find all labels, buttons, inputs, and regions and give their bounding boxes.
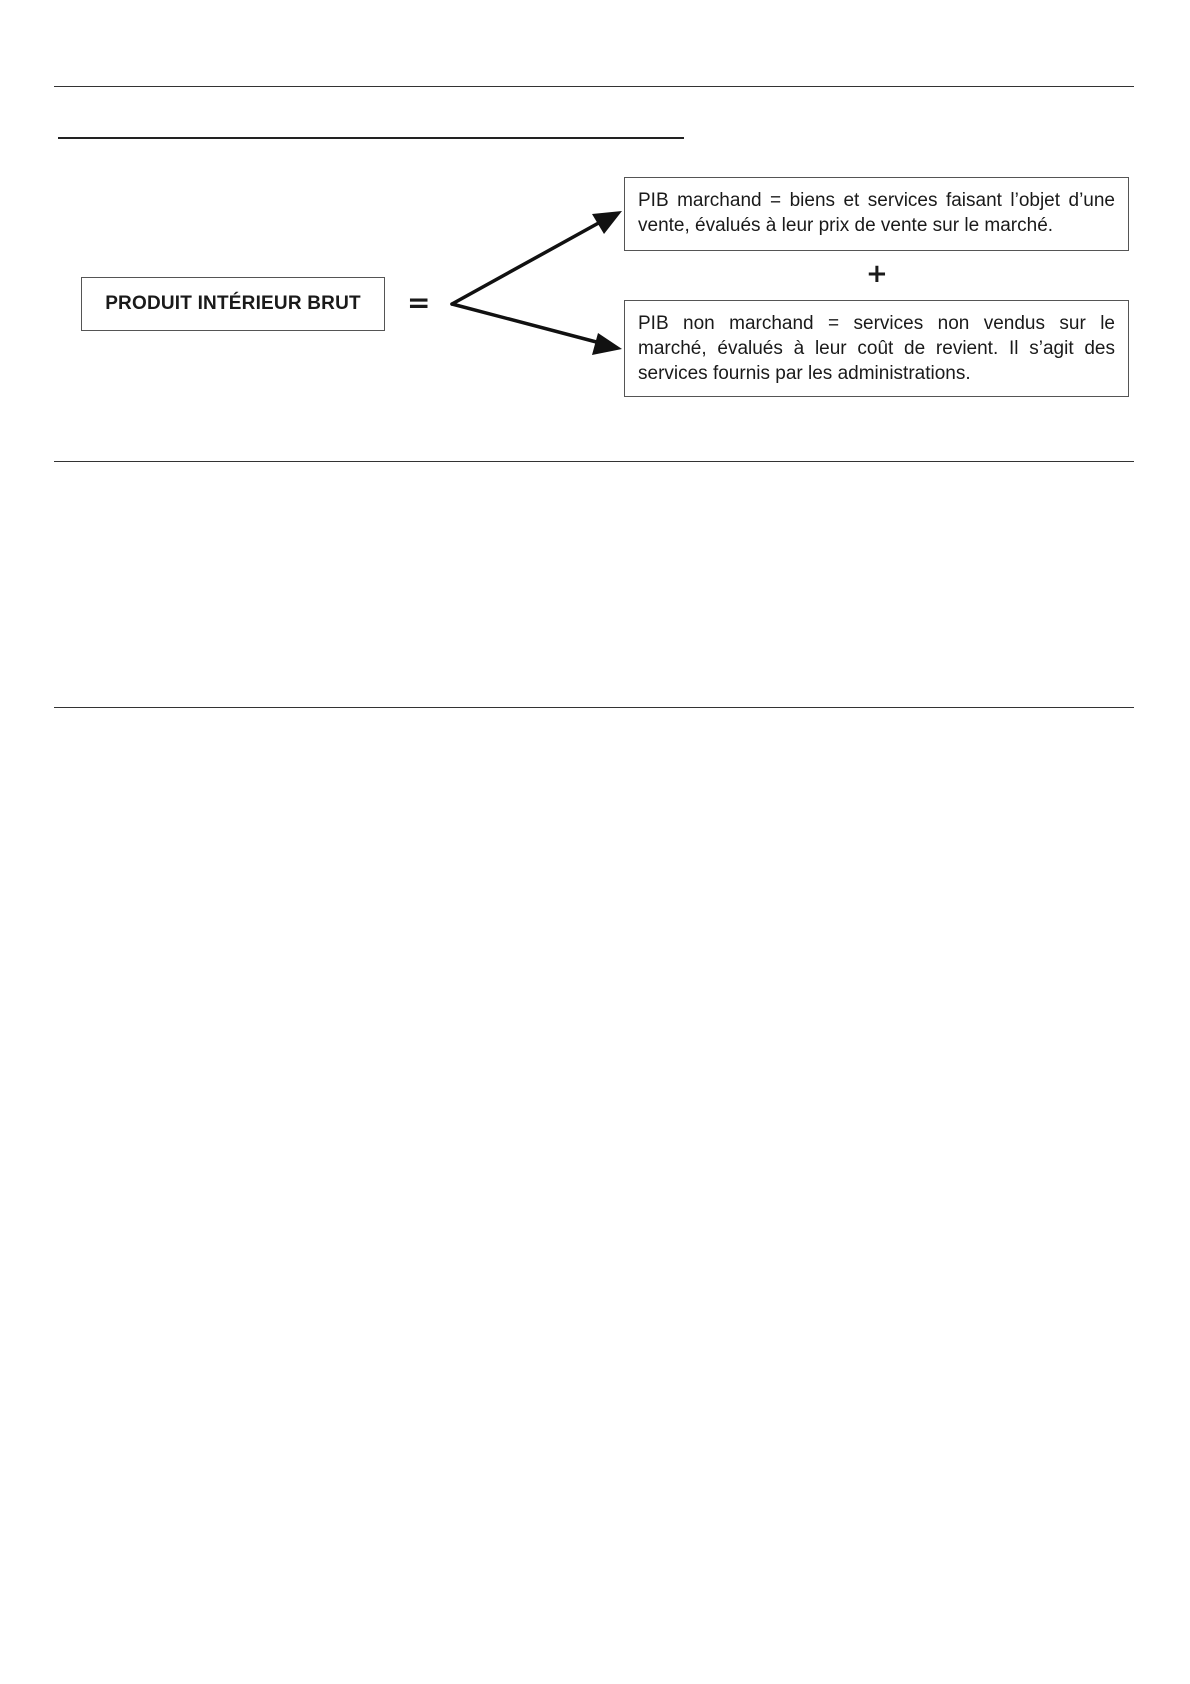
equals-symbol: = [407, 286, 431, 319]
market-gdp-box [624, 177, 1129, 251]
gdp-label: PRODUIT INTÉRIEUR BRUT [105, 293, 361, 314]
nonmarket-gdp-box [624, 300, 1129, 397]
market-gdp-text: PIB marchand = biens et services faisant l’objet d’une vente, évalués à leur prix de vente sur le marché. [638, 190, 1115, 236]
nonmarket-gdp-text: PIB non marchand = services non vendus sur le marché, évalués à leur coût de revient. Il s’agit des services fournis par les administrations. [638, 313, 1115, 384]
plus-symbol: + [866, 259, 888, 289]
arrowhead-nonmarket [592, 333, 622, 355]
middle-divider [54, 461, 1134, 462]
lower-divider [54, 707, 1134, 708]
arrow-to-nonmarket [452, 304, 604, 344]
arrow-to-market [452, 220, 604, 304]
